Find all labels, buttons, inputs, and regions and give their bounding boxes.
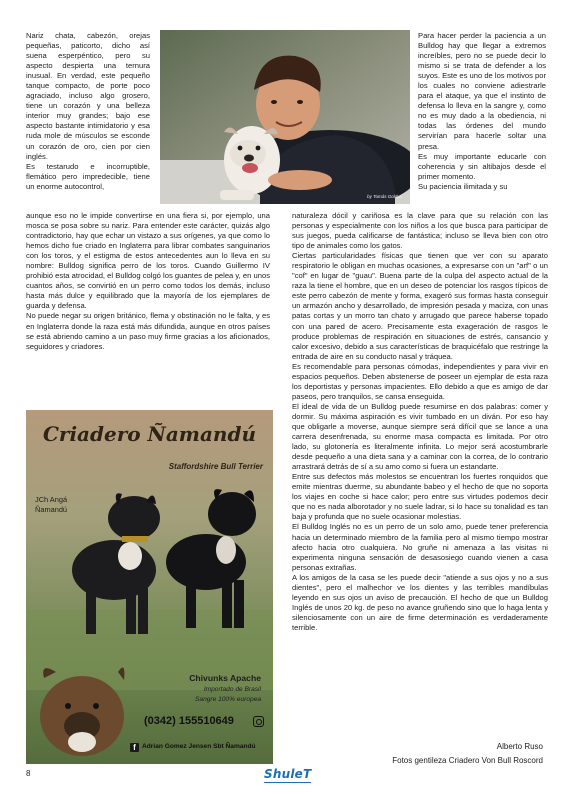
paragraph: Su paciencia ilimitada y su [418,181,508,191]
ad-phone: (0342) 155510649 [144,715,234,727]
instagram-icon [253,716,264,727]
paragraph: aunque eso no le impide convertirse en una fiera si, por ejemplo, una mosca se posa sobre su nariz. Para entender este carácter, quizás algo contradictorio, hay que echar un vistazo a sus orígenes, ya que como lo hemos dicho fue criado en Inglaterra para librar combates sanguinarios con los toros, y el estigma de estos antecedentes aun lo lleva en su nombre: Bulldog significa perro de los toros. Cuando Guillermo IV prohibió esta atrocidad, el Bulldog colgó los guantes de pelea y, en unos cuantos años, se convirtió en un perro como todos los demás, incluso hasta más dulce y equilibrado que la mayoría de los ejemplares de guarda y defensa. [26,211,270,311]
ad-breed: Staffordshire Bull Terrier [168,462,263,471]
article-column-left-middle [26,211,270,352]
photo-credit: by Tomás Goldus [367,194,402,199]
boy-with-bulldog-photo [160,30,410,204]
photo-credits: Fotos gentileza Criadero Von Bull Roscord [392,756,543,765]
paragraph: Entre sus defectos más molestos se encuentran los fuertes ronquidos que emite mientras duerme, su abundante babeo y el hecho de que no soporta los viajes en coche si hace calor; pero entre sus virtudes podemos decir que no es nada alborotador y no suele ladrar, si lo hace su tonalidad es tan baja y profunda que no suele ocasionar molestias. [292,472,548,522]
paragraph: Es recomendable para personas cómodas, independientes y para vivir en espacios pequeños. Deben abstenerse de poseer un ejemplar de esta raza los deportistas y personas impacientes. Ello debido a que es amigo de dar paseos, pero tranquilos, se cansa enseguida. [292,361,548,401]
paragraph: Ciertas particularidades físicas que tienen que ver con su aparato respiratorio le obligan en muchas ocasiones, a expresarse con un "arf" o un "cof" en lugar de "guau". Buena parte de la culpa del aspecto actual de la raza la tiene el hombre, que en un deseo de potenciar los rasgos típicos de este perro cabezón de mente y forma, exageró sus formas hasta conseguir un armazón ancho y desarrollado, de impresión pesada y maciza, con unas patas cortas y un morro tan chato y arrugado que parece haberse topado con una pared de acero. Precisamente esta exageración de rasgos le produce problemas de respiración en situaciones de estrés, cansancio y calor excesivo, debido a sus características de braquicéfalo que restringe la entrada de aire en su conducto nasal y tráquea. [292,251,548,361]
paragraph: naturaleza dócil y cariñosa es la clave para que su relación con las personas y especialmente con los niños a los que busca para participar de sus juegos, pueda calificarse de fantástica; incluso se lleva bien con otro tipo de animales como los gatos. [292,211,548,251]
paragraph: Es muy importante educarle con coherencia y sin altibajos desde el primer momento. [418,151,546,181]
author-name: Alberto Ruso [496,742,543,751]
paragraph: El Bulldog Inglés no es un perro de un solo amo, puede tener preferencia hacia un determinado miembro de la familia pero al mismo tiempo mostrar afecto hacia otro cualquiera. No gruñe ni amenaza a las visitas ni experimenta ninguna sensación de desasosiego cuando vienen a casa personas extrañas. [292,522,548,572]
dog2-name: Chivunks Apache [189,673,261,683]
dog1-name: JCh Angá [35,495,68,504]
paragraph: Para hacer perder la paciencia a un Bulldog hay que llegar a extremos increíbles, pero no se puede decir lo mismo si se trata de defender a los suyos. Este es uno de los motivos por los cuales no conviene adiestrarle para el ataque, ya que el instinto de defensa lo lleva en la sangre y, como no es muy dado a la obediencia, ni todas las órdenes del mundo servirían para hacerle soltar una presa. [418,31,546,151]
paragraph: No puede negar su origen británico, flema y obstinación no le falta, y es en Inglaterra donde la raza está más difundida, aunque en otros países se está abriendo camino a un paso muy firme gracias a los aficionados, seguidores y criadores. [26,311,270,351]
paragraph: El ideal de vida de un Bulldog puede resumirse en dos palabras: comer y dormir. Su máxima aspiración es vivir tumbado en un diván. Por eso hay que obligarle a moverse, aunque siempre será difícil que se lance a una carrera desenfrenada, su enorme masa compacta es limitada. Por otro lado, su glotonería es literalmente infinita. Lo mejor será acostumbrarle desde pequeño a una dieta sana y a caminar con la correa, de lo contrario arrastrará detrás de sí a su amo como si fuera un estandarte. [292,401,548,472]
ad-dog1-label [35,495,67,515]
kennel-advertisement [26,410,273,764]
paragraph: Nariz chata, cabezón, orejas pequeñas, paticorto, dicho así suena esperpéntico, pero su aspecto despierta una ternura inusual. En verdad, este pequeño tanque compacto, de porte poco agraciado, incluso algo grosero, tiene un corazón y una belleza interior muy grandes; bajo ese aspecto bastante intimidatorio y esa ruda mole de músculos se esconde un corazón de oro, cien por cien inglés. [26,31,150,161]
paragraph: Es testarudo e incorruptible, flemático pero impredecible, tiene un enorme autocontrol, [26,161,150,191]
dog2-import: Importado de Brasil [203,686,261,693]
facebook-icon: f [130,743,139,752]
article-column-left-top [26,31,150,192]
magazine-logo: ShuleT [264,767,312,781]
ad-title: Criadero Ñamandú [43,422,256,446]
paragraph: A los amigos de la casa se les puede decir "atiende a sus ojos y no a sus dientes", pero el malhechor ve los dientes y las terribles mandíbulas leyendo en sus ojos un aviso de precaución. El hecho de que un Bulldog Inglés de unos 20 kg. de peso no avance gruñendo sino que lo haga lenta y silenciosamente con un aire de firme determinación es verdaderamente terrible. [292,572,548,632]
dog2-bloodline: Sangre 100% europea [195,696,261,703]
ad-facebook-name: Adrian Gomez Jensen Sbt Ñamandú [142,743,256,750]
dog1-kennel: Ñamandú [35,505,68,514]
page-number: 8 [26,769,31,778]
article-column-right-main [292,211,548,633]
article-column-right-top [418,31,546,192]
photo-illustration [160,30,410,204]
